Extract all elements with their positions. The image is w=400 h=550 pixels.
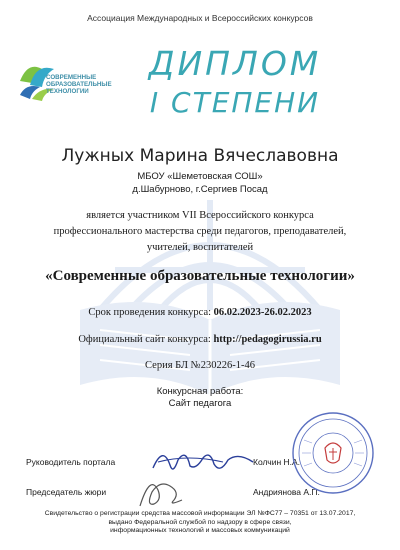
work-value: Сайт педагога bbox=[168, 398, 232, 409]
footer-line-2: выдано Федеральной службой по надзору в сфере связи, bbox=[108, 518, 292, 526]
logo-line-3: ТЕХНОЛОГИИ bbox=[46, 88, 89, 96]
footer-line-3: информационных технологий и массовых коммуникаций bbox=[110, 527, 290, 534]
period-value: 06.02.2023-26.02.2023 bbox=[213, 307, 312, 318]
footer-line-1: Свидетельство о регистрации средства массовой информации ЭЛ №ФС77 – 70351 от 13.07.2017, bbox=[44, 510, 356, 517]
website-label: Официальный сайт конкурса: bbox=[78, 334, 211, 345]
head-role: Руководитель портала bbox=[26, 457, 116, 467]
description-line-1: является участником VII Всероссийского конкурса bbox=[86, 210, 314, 221]
logo-line-2: ОБРАЗОВАТЕЛЬНЫЕ bbox=[46, 81, 112, 89]
diploma-degree: I СТЕПЕНИ bbox=[149, 86, 321, 119]
period-label: Срок проведения конкурса: bbox=[88, 307, 212, 318]
diploma-title: ДИПЛОМ bbox=[148, 44, 322, 83]
globe-book-watermark bbox=[60, 160, 360, 410]
logo-line-1: СОВРЕМЕННЫЕ bbox=[46, 74, 97, 81]
official-seal-icon bbox=[290, 410, 376, 496]
work-label: Конкурсная работа: bbox=[156, 386, 244, 397]
recipient-name: Лужных Марина Вячеславовна bbox=[61, 146, 339, 166]
participation-description bbox=[40, 208, 360, 256]
series-number: Серия БЛ №230226-1-46 bbox=[145, 360, 255, 371]
contest-website bbox=[0, 334, 400, 345]
description-line-3: учителей, воспитателей bbox=[146, 242, 254, 253]
recipient-school: МБОУ «Шеметовская СОШ» bbox=[137, 171, 263, 182]
website-link[interactable]: http://pedagogirussia.ru bbox=[213, 334, 322, 345]
description-line-2: профессионального мастерства среди педагогов, преподавателей, bbox=[53, 226, 347, 237]
jury-name: Андриянова А.П. bbox=[253, 487, 320, 497]
jury-role: Председатель жюри bbox=[26, 487, 107, 497]
jury-signature bbox=[130, 470, 200, 512]
recipient-location: д.Шабурново, г.Сергиев Посад bbox=[132, 184, 268, 195]
head-name: Колчин Н.А. bbox=[253, 457, 301, 467]
contest-name: «Современные образовательные технологии» bbox=[45, 268, 355, 284]
organization-header: Ассоциация Международных и Всероссийских конкурсов bbox=[87, 13, 313, 23]
contest-period bbox=[0, 307, 400, 318]
logo-text bbox=[46, 74, 116, 96]
registration-footer bbox=[0, 510, 400, 536]
